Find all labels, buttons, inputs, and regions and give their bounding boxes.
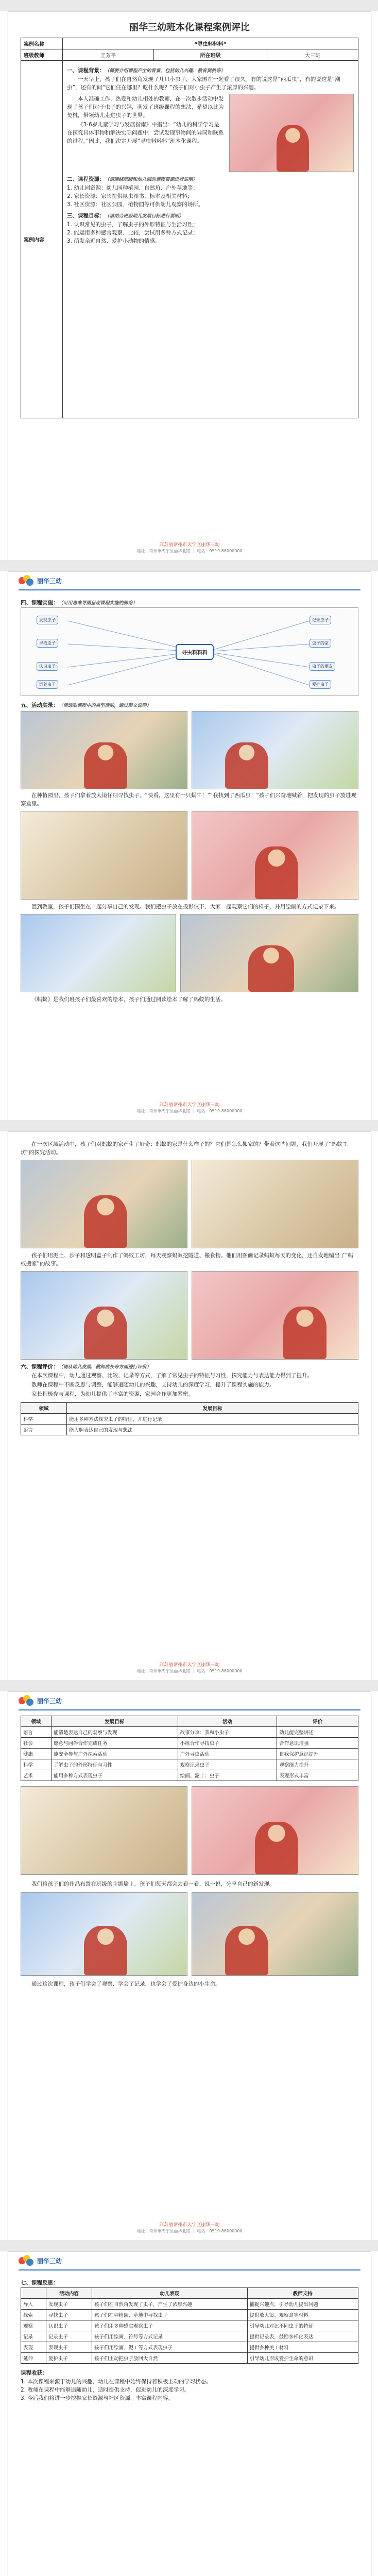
table-cell: 能清楚表达自己的观察与发现 bbox=[51, 1727, 178, 1738]
table-cell: 提供记录表，鼓励多样化表达 bbox=[247, 2331, 358, 2342]
table-header: 发展目标 bbox=[67, 1403, 358, 1414]
reflection-heading: 课程收获： bbox=[21, 2370, 48, 2376]
list-item: 2. 家长资源：家长提供昆虫图书、标本及相关材料； bbox=[67, 193, 193, 199]
mindmap-node: 认识虫子 bbox=[37, 662, 58, 671]
table-cell: 能安全参与户外探索活动 bbox=[51, 1749, 178, 1759]
table-row bbox=[21, 1738, 358, 1749]
table-cell: 捕捉兴趣点，引导幼儿提出问题 bbox=[247, 2299, 358, 2310]
table-cell: 孩子们用多种感官观察虫子 bbox=[92, 2320, 248, 2331]
footer-line-2: 地址：常州市天宁区丽华北路 ｜ 电话：0519-88000000 bbox=[136, 549, 243, 553]
photo-story bbox=[192, 1271, 358, 1360]
section-7-heading: 七、课程反思： bbox=[21, 2280, 59, 2286]
page-header bbox=[19, 1695, 62, 1706]
photo-ant-record bbox=[192, 1160, 358, 1248]
table-cell: 语言 bbox=[21, 1425, 67, 1435]
document-page-1 bbox=[8, 11, 371, 561]
course-mindmap bbox=[21, 607, 358, 696]
table-header: 评价 bbox=[277, 1716, 358, 1727]
table-cell: 户外寻虫活动 bbox=[178, 1749, 277, 1759]
grade-value: 大三班 bbox=[267, 49, 358, 61]
table-cell: 提供放大镜、观察盒等材料 bbox=[247, 2310, 358, 2320]
table-header: 活动 bbox=[178, 1716, 277, 1727]
table-row bbox=[21, 2353, 358, 2364]
footer-line-1: 江苏省常州市天宁区丽华三幼 bbox=[159, 543, 220, 548]
table-cell: 探索 bbox=[21, 2310, 46, 2320]
document-page-3 bbox=[8, 1131, 371, 1681]
table-cell: 表现形式丰富 bbox=[277, 1770, 358, 1781]
table-cell: 艺术 bbox=[21, 1770, 51, 1781]
paragraph: 回到教室，孩子们围坐在一起分享自己的发现。我们把虫子放在投影仪下，大家一起观察它们的样子，并用绘画的方式记录下来。 bbox=[31, 904, 340, 910]
list-item: 3. 社区资源：社区公园、植物园等可供幼儿观察的场所。 bbox=[67, 201, 204, 208]
page-gap bbox=[0, 1120, 378, 1131]
table-cell: 能用多种方法探究虫子的特征，并进行记录 bbox=[67, 1414, 358, 1425]
table-row bbox=[21, 1759, 358, 1770]
section-2-heading: 二、课程资源： bbox=[67, 176, 105, 182]
section-5-note: （请选取课程中的典型活动，通过图文说明） bbox=[58, 703, 151, 708]
table-cell: 表现虫子 bbox=[46, 2342, 92, 2353]
document-page-4 bbox=[8, 1691, 371, 2241]
section-6-note: （请从幼儿发展、教师成长等方面进行评价） bbox=[58, 1365, 151, 1370]
paragraph: 在本次课程中，幼儿通过观察、比较、记录等方式，了解了常见虫子的特征与习性，探究能力与表达能力得到了提升。 bbox=[31, 1372, 313, 1379]
table-header: 领域 bbox=[21, 1403, 67, 1414]
section-1-heading: 一、课程背景： bbox=[67, 67, 105, 74]
table-cell: 科学 bbox=[21, 1759, 51, 1770]
table-cell: 绘画、泥工：虫子 bbox=[178, 1770, 277, 1781]
page-footer bbox=[8, 2222, 371, 2234]
mindmap-center-node: 寻虫料料料 bbox=[176, 644, 214, 660]
table-cell: 记录虫子 bbox=[46, 2331, 92, 2342]
photo-theme-wall bbox=[192, 1786, 358, 1875]
mindmap-node: 爱护虫子 bbox=[310, 680, 331, 689]
document-page-5 bbox=[8, 2251, 371, 2576]
table-cell: 健康 bbox=[21, 1749, 51, 1759]
mindmap-node: 发现虫子 bbox=[37, 616, 58, 624]
page-header bbox=[19, 2255, 62, 2266]
table-cell: 语言 bbox=[21, 1727, 51, 1738]
table-cell: 认识虫子 bbox=[46, 2320, 92, 2331]
table-cell: 观察记录虫子 bbox=[178, 1759, 277, 1770]
table-row bbox=[21, 2320, 358, 2331]
photo-class bbox=[192, 1892, 358, 1976]
table-cell: 孩子们用绘画、泥工等方式表现虫子 bbox=[92, 2342, 248, 2353]
table-header: 活动内容 bbox=[46, 2288, 92, 2299]
footer-line-1: 江苏省常州市天宁区丽华三幼 bbox=[159, 1663, 220, 1668]
table-cell: 引导幼儿对比不同虫子的特征 bbox=[247, 2320, 358, 2331]
section-5-heading: 五、活动实录： bbox=[21, 702, 59, 708]
table-cell: 爱护虫子 bbox=[46, 2353, 92, 2364]
paragraph: 教师在课程中不断反思与调整，能够追随幼儿的兴趣，支持幼儿的深度学习，提升了课程实施的能力。 bbox=[31, 1382, 275, 1388]
table-row bbox=[21, 2331, 358, 2342]
page-header bbox=[19, 575, 62, 586]
table-row bbox=[21, 1749, 358, 1759]
table-cell: 科学 bbox=[21, 1414, 67, 1425]
table-cell: 社会 bbox=[21, 1738, 51, 1749]
footer-line-1: 江苏省常州市天宁区丽华三幼 bbox=[159, 1103, 220, 1108]
list-item: 2. 能运用多种感官观察、比较，尝试用多种方式记录； bbox=[67, 230, 198, 236]
paragraph: 一天早上，孩子们在自然角发现了几只小虫子，大家围在一起看了很久。有的说这是“西瓜虫”，有的说这是“潮虫”，还有的问“它们住在哪里？吃什么呢？”孩子们对小虫子产生了浓厚的兴趣。 bbox=[67, 76, 340, 91]
document-page-2 bbox=[8, 571, 371, 1121]
header-rule bbox=[19, 2269, 360, 2270]
list-item: 3. 萌发亲近自然、爱护小动物的情感。 bbox=[67, 238, 161, 244]
reflection-table bbox=[21, 2287, 358, 2364]
table-cell: 观察能力提升 bbox=[277, 1759, 358, 1770]
footer-line-1: 江苏省常州市天宁区丽华三幼 bbox=[159, 2223, 220, 2228]
table-cell: 孩子们在自然角发现了虫子，产生了浓厚兴趣 bbox=[92, 2299, 248, 2310]
table-row bbox=[21, 2342, 358, 2353]
header-rule bbox=[19, 589, 360, 590]
table-cell: 自我保护意识提升 bbox=[277, 1749, 358, 1759]
school-logo-icon bbox=[19, 2255, 34, 2266]
table-header: 幼儿表现 bbox=[92, 2288, 248, 2299]
table-cell: 能用多种方式表现虫子 bbox=[51, 1770, 178, 1781]
footer-line-2: 地址：常州市天宁区丽华北路 ｜ 电话：0519-88000000 bbox=[136, 2229, 243, 2233]
table-cell: 观察 bbox=[21, 2320, 46, 2331]
logo-text: 丽华三幼 bbox=[37, 577, 62, 585]
table-row bbox=[21, 2310, 358, 2320]
table-cell: 小组合作寻找虫子 bbox=[178, 1738, 277, 1749]
page-gap bbox=[0, 0, 378, 11]
table-row bbox=[21, 1727, 358, 1738]
footer-line-2: 地址：常州市天宁区丽华北路 ｜ 电话：0519-88000000 bbox=[136, 1109, 243, 1113]
page-title: 丽华三幼班本化课程案例评比 bbox=[129, 22, 250, 33]
table-cell: 孩子们用绘画、符号等方式记录 bbox=[92, 2331, 248, 2342]
photo-child-observing bbox=[229, 94, 354, 172]
name-label: 案例名称 bbox=[21, 38, 63, 49]
table-cell: 表现 bbox=[21, 2342, 46, 2353]
case-content-label: 案例内容 bbox=[21, 61, 63, 418]
section-3-heading: 三、课程目标： bbox=[67, 213, 105, 219]
paragraph: 通过这次课程，孩子们学会了观察、学会了记录，也学会了爱护身边的小生命。 bbox=[31, 1981, 221, 1987]
section-4-heading: 四、课程实施： bbox=[21, 600, 59, 606]
table-header: 领域 bbox=[21, 1716, 51, 1727]
header-rule bbox=[19, 1709, 360, 1710]
page-footer bbox=[8, 1102, 371, 1114]
table-cell: 导入 bbox=[21, 2299, 46, 2310]
paragraph: 我们将孩子们的作品布置在班级的主题墙上，孩子们每天都会去看一看、说一说，分享自己的新发现。 bbox=[31, 1881, 275, 1887]
list-item: 1. 认识常见的虫子，了解虫子的外形特征与生活习性； bbox=[67, 222, 198, 228]
paragraph: 《蚂蚁》是我们班孩子们最喜欢的绘本，孩子们通过阅读绘本了解了蚂蚁的生活。 bbox=[31, 996, 226, 1003]
domain-table bbox=[21, 1716, 358, 1781]
mindmap-node: 虫子的朋友 bbox=[310, 662, 335, 671]
list-item: 1. 幼儿园资源：幼儿园种植园、自然角、户外草地等； bbox=[67, 185, 198, 191]
section-4-note: （可用思维导图呈现课程实施的脉络） bbox=[58, 601, 138, 606]
photo-reading bbox=[180, 914, 358, 992]
paragraph: 孩子们用泥土、沙子和透明盒子制作了蚂蚁工坊，每天观察蚂蚁挖隧道、搬食物。他们用图画记录蚂蚁每天的变化，还自发地编出了“蚂蚁搬家”的故事。 bbox=[21, 1252, 353, 1267]
table-header: 教师支持 bbox=[247, 2288, 358, 2299]
list-item: 2. 教师在课程中能够追随幼儿，适时提供支持，促进幼儿的深度学习。 bbox=[21, 2387, 190, 2393]
footer-line-2: 地址：常州市天宁区丽华北路 ｜ 电话：0519-88000000 bbox=[136, 1669, 243, 1673]
teacher-name: 王芳平 bbox=[63, 49, 154, 61]
section-6-heading: 六、课程评价： bbox=[21, 1364, 59, 1370]
school-logo-icon bbox=[19, 1695, 34, 1706]
page-footer bbox=[8, 1662, 371, 1674]
table-row bbox=[21, 1414, 358, 1425]
table-header: 发展目标 bbox=[51, 1716, 178, 1727]
section-2-note: （请围绕班级和幼儿园的课程资源进行说明） bbox=[105, 177, 198, 182]
photo-picture-book bbox=[21, 914, 176, 992]
table-cell: 提供多种美工材料 bbox=[247, 2342, 358, 2353]
photo-group-work bbox=[21, 1271, 187, 1360]
photo-drawing bbox=[21, 811, 187, 900]
table-cell: 愿意与同伴合作完成任务 bbox=[51, 1738, 178, 1749]
paragraph: 在一次区域活动中，孩子们对蚂蚁的家产生了好奇：蚂蚁的家是什么样子的？它们是怎么搬家的？带着这些问题，我们开展了“蚂蚁工坊”的探究活动。 bbox=[21, 1141, 348, 1156]
table-header bbox=[21, 2288, 46, 2299]
photo-sharing bbox=[192, 811, 358, 900]
paragraph: 本人准确工作，热爱和幼儿相处的教师，在一次散步活动中发现了孩子们对于虫子的兴趣，萌发了班级课程的想法，希望以此为契机，带领幼儿走进虫子的世界。 bbox=[67, 96, 224, 118]
table-cell: 能大胆表达自己的发现与想法 bbox=[67, 1425, 358, 1435]
photo-bug-box bbox=[192, 711, 358, 789]
case-name: “寻虫料料料” bbox=[63, 38, 358, 49]
paragraph: 《3-6岁儿童学习与发展指南》中指出：“幼儿的科学学习是在探究具体事物和解决实际问题中，尝试发现事物间的异同和联系的过程。”因此，我们决定开展“寻虫料料料”班本化课程。 bbox=[67, 122, 224, 144]
list-item: 3. 今后我们将进一步挖掘家长资源与社区资源，丰富课程内容。 bbox=[21, 2395, 174, 2401]
table-cell: 引导幼儿形成爱护生命的意识 bbox=[247, 2353, 358, 2364]
evaluation-table bbox=[21, 1402, 358, 1435]
logo-text: 丽华三幼 bbox=[37, 2257, 62, 2265]
table-cell: 故事分享：我和小虫子 bbox=[178, 1727, 277, 1738]
grade-label: 所在班级 bbox=[153, 49, 267, 61]
section-3-note: （请结合班级幼儿发展目标进行说明） bbox=[105, 214, 184, 219]
table-row bbox=[21, 1770, 358, 1781]
table-cell: 合作意识增强 bbox=[277, 1738, 358, 1749]
page-gap bbox=[0, 560, 378, 571]
table-row bbox=[21, 1425, 358, 1435]
table-cell: 孩子们在种植园、草地中寻找虫子 bbox=[92, 2310, 248, 2320]
table-cell: 孩子们主动把虫子放回大自然 bbox=[92, 2353, 248, 2364]
table-cell: 发现虫子 bbox=[46, 2299, 92, 2310]
page-footer bbox=[8, 542, 371, 554]
list-item: 1. 本次课程来源于幼儿的兴趣，幼儿在课程中始终保持着积极主动的学习状态。 bbox=[21, 2379, 212, 2385]
table-cell: 寻找虫子 bbox=[46, 2310, 92, 2320]
table-cell: 幼儿能完整讲述 bbox=[277, 1727, 358, 1738]
mindmap-node: 记录虫子 bbox=[310, 616, 331, 624]
photo-ant-farm bbox=[21, 1160, 187, 1248]
paragraph: 在种植园里，孩子们拿着放大镜仔细寻找虫子。“快看，这里有一只蜗牛！”“我找到了西瓜虫！”孩子们兴奋地喊着，把发现的虫子放进观察盒里。 bbox=[21, 792, 356, 807]
photo-clay-bugs bbox=[21, 1786, 187, 1875]
mindmap-node: 饲养虫子 bbox=[37, 680, 58, 689]
photo-outdoor-search bbox=[21, 711, 187, 789]
table-row bbox=[21, 2299, 358, 2310]
class-teacher-label: 班级教师 bbox=[21, 49, 63, 61]
mindmap-node: 虫子的家 bbox=[310, 639, 331, 648]
table-cell: 了解虫子的外形特征与习性 bbox=[51, 1759, 178, 1770]
section-1-note: （简要介绍课程产生的背景，包括幼儿兴趣、教育契机等） bbox=[105, 69, 226, 74]
page-gap bbox=[0, 1680, 378, 1691]
logo-text: 丽华三幼 bbox=[37, 1697, 62, 1705]
photo-release-bugs bbox=[21, 1892, 187, 1976]
paragraph: 家长积极参与课程，为幼儿提供了丰富的资源，家园合作更加紧密。 bbox=[31, 1391, 194, 1397]
mindmap-node: 寻找虫子 bbox=[37, 639, 58, 648]
table-cell: 延伸 bbox=[21, 2353, 46, 2364]
table-cell: 记录 bbox=[21, 2331, 46, 2342]
school-logo-icon bbox=[19, 575, 34, 586]
page-gap bbox=[0, 2240, 378, 2251]
info-table bbox=[21, 38, 358, 61]
